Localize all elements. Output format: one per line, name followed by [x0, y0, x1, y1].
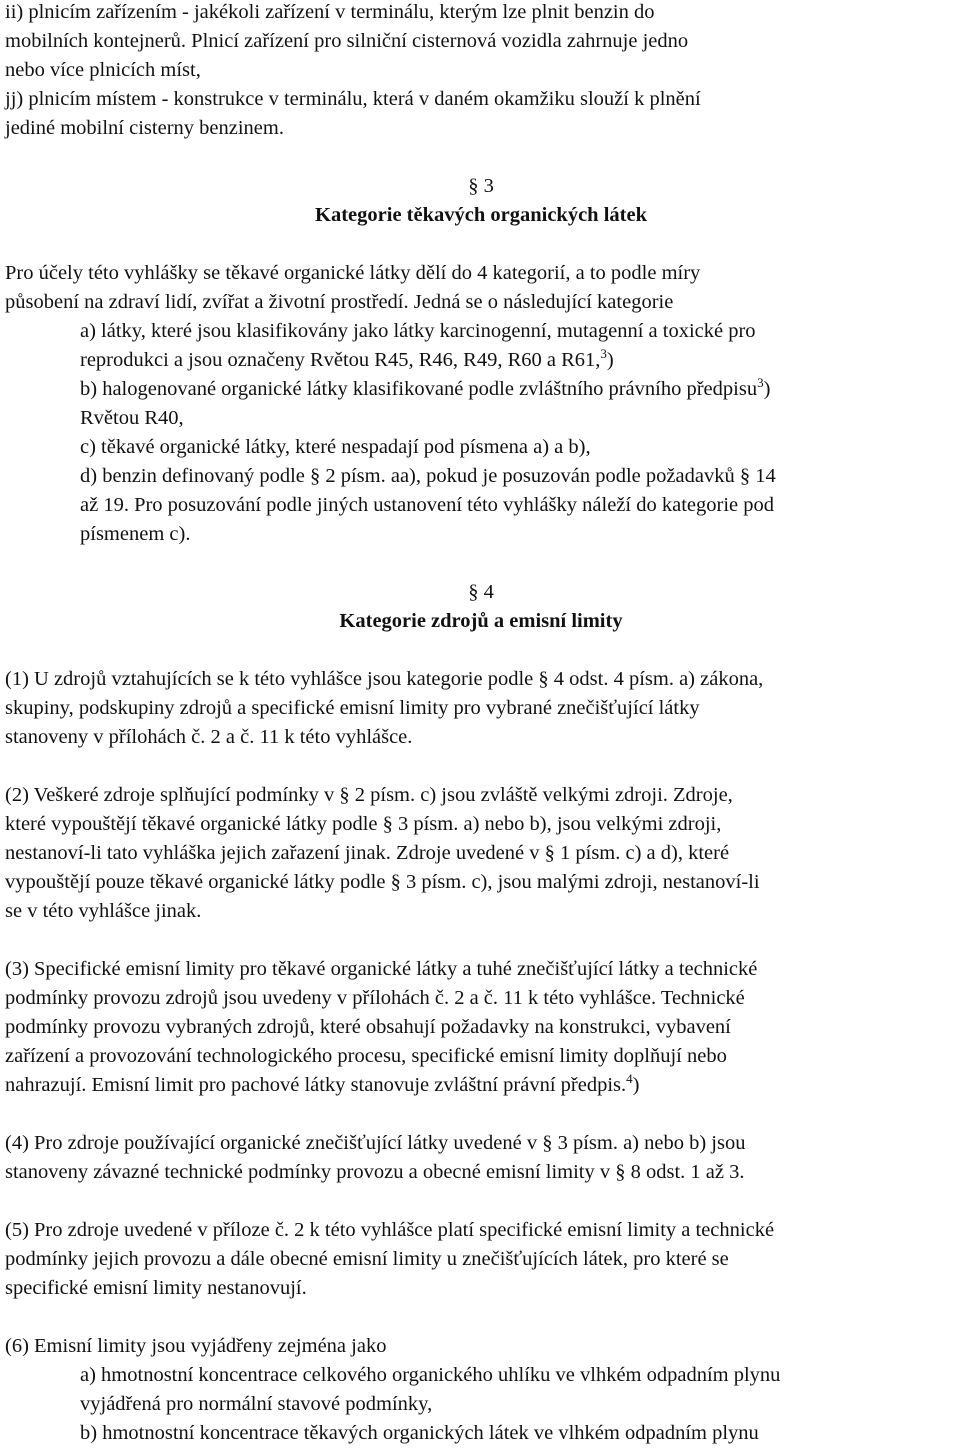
category-d-line-3: písmenem c).: [80, 523, 191, 545]
section-4-number: § 4: [468, 581, 494, 603]
section-3-text-line-1: Pro účely této vyhlášky se těkavé organické látky dělí do 4 kategorií, a to podle míry: [5, 262, 701, 284]
paragraph-1-line: skupiny, podskupiny zdrojů a specifické emisní limity pro vybrané znečišťující látky: [5, 697, 700, 719]
paragraph-6-item-a-line-2: vyjádřená pro normální stavové podmínky,: [80, 1393, 433, 1415]
paragraph-3-line: podmínky provozu zdrojů jsou uvedeny v přílohách č. 2 a č. 11 k této vyhlášce. Technické: [5, 987, 745, 1009]
paragraph-6-items: [5, 1361, 957, 1448]
definition-jj-line-2: jediné mobilní cisterny benzinem.: [5, 117, 284, 139]
paragraph-5-line: podmínky jejich provozu a dále obecné emisní limity u znečišťujících látek, pro které se: [5, 1248, 729, 1270]
paragraph-2-line: vypouštějí pouze těkavé organické látky podle § 3 písm. c), jsou malými zdroji, nestanoví-li: [5, 871, 760, 893]
paragraph-2: [5, 781, 957, 926]
definition-ii-line-2: mobilních kontejnerů. Plnicí zařízení pro silniční cisternová vozidla zahrnuje jedno: [5, 30, 689, 52]
footnote-ref: 3: [757, 375, 764, 391]
section-3-title: Kategorie těkavých organických látek: [315, 204, 647, 226]
section-3: [5, 172, 957, 549]
paragraph-6-item-a-line-1: a) hmotnostní koncentrace celkového organického uhlíku ve vlhkém odpadním plynu: [80, 1364, 781, 1386]
paragraph-3-line: zařízení a provozování technologického procesu, specifické emisní limity doplňují nebo: [5, 1045, 727, 1067]
section-4-title: Kategorie zdrojů a emisní limity: [339, 610, 623, 632]
paragraph-3: [5, 955, 957, 1100]
definition-ii-line-3: nebo více plnicích míst,: [5, 59, 201, 81]
section-3-number: § 3: [468, 175, 494, 197]
paragraph-2-line: které vypouštějí těkavé organické látky podle § 3 písm. a) nebo b), jsou velkými zdroji,: [5, 813, 722, 835]
category-d-line-1: d) benzin definovaný podle § 2 písm. aa), pokud je posuzován podle požadavků § 14: [80, 465, 776, 487]
category-b-line-1: b) halogenované organické látky klasifikované podle zvláštního právního předpisu$^3$): [80, 375, 771, 400]
paragraph-3-line: nahrazují. Emisní limit pro pachové látky stanovuje zvláštní právní předpis.$^4$): [5, 1071, 640, 1096]
paragraph-2-line: nestanoví-li tato vyhláška jejich zařazení jinak. Zdroje uvedené v § 1 písm. c) a d), které: [5, 842, 730, 864]
paragraph-5-line: (5) Pro zdroje uvedené v příloze č. 2 k této vyhlášce platí specifické emisní limity a technické: [5, 1219, 775, 1241]
paragraph-4: [5, 1129, 957, 1187]
definition-ii-line-1: ii) plnicím zařízením - jakékoli zařízení v terminálu, kterým lze plnit benzin do: [5, 1, 655, 23]
section-4: [5, 578, 957, 1448]
paragraph-1-line: stanoveny v přílohách č. 2 a č. 11 k této vyhlášce.: [5, 726, 413, 748]
category-b-line-2: Rvětou R40,: [80, 407, 184, 429]
footnote-ref: 4: [626, 1071, 633, 1087]
paragraph-2-line: (2) Veškeré zdroje splňující podmínky v § 2 písm. c) jsou zvláště velkými zdroji. Zdroje,: [5, 784, 733, 806]
category-a-line-2: reprodukci a jsou označeny Rvětou R45, R46, R49, R60 a R61,$^3$): [80, 346, 614, 371]
paragraph-5: [5, 1216, 957, 1303]
paragraph-4-line: stanoveny závazné technické podmínky provozu a obecné emisní limity v § 8 odst. 1 až 3.: [5, 1161, 745, 1183]
paragraph-5-line: specifické emisní limity nestanovují.: [5, 1277, 307, 1299]
paragraph-3-line: (3) Specifické emisní limity pro těkavé organické látky a tuhé znečišťující látky a technické: [5, 958, 758, 980]
paragraph-4-line: (4) Pro zdroje používající organické znečišťující látky uvedené v § 3 písm. a) nebo b) jsou: [5, 1132, 746, 1154]
paragraph-6-lead: (6) Emisní limity jsou vyjádřeny zejména jako: [5, 1335, 387, 1357]
category-a-line-1: a) látky, které jsou klasifikovány jako látky karcinogenní, mutagenní a toxické pro: [80, 320, 756, 342]
section-3-text-line-2: působení na zdraví lidí, zvířat a životní prostředí. Jedná se o následující kategorie: [5, 291, 674, 313]
paragraph-1: [5, 665, 957, 752]
footnote-ref: 3: [600, 346, 607, 362]
paragraph-2-line: se v této vyhlášce jinak.: [5, 900, 202, 922]
definition-jj-line-1: jj) plnicím místem - konstrukce v terminálu, která v daném okamžiku slouží k plnění: [5, 88, 701, 110]
document-page: [5, 0, 957, 1448]
category-c-line-1: c) těkavé organické látky, které nespadají pod písmena a) a b),: [80, 436, 591, 458]
paragraph-3-line: podmínky provozu vybraných zdrojů, které obsahují požadavky na konstrukci, vybavení: [5, 1016, 731, 1038]
paragraph-6-item-b-line-1: b) hmotnostní koncentrace těkavých organických látek ve vlhkém odpadním plynu: [80, 1422, 759, 1444]
paragraph-6: [5, 1332, 957, 1448]
paragraph-1-line: (1) U zdrojů vztahujících se k této vyhlášce jsou kategorie podle § 4 odst. 4 písm. a) zákona,: [5, 668, 764, 690]
category-d-line-2: až 19. Pro posuzování podle jiných ustanovení této vyhlášky náleží do kategorie pod: [80, 494, 774, 516]
definitions-continuation: [5, 0, 957, 143]
section-3-categories: [5, 317, 957, 549]
